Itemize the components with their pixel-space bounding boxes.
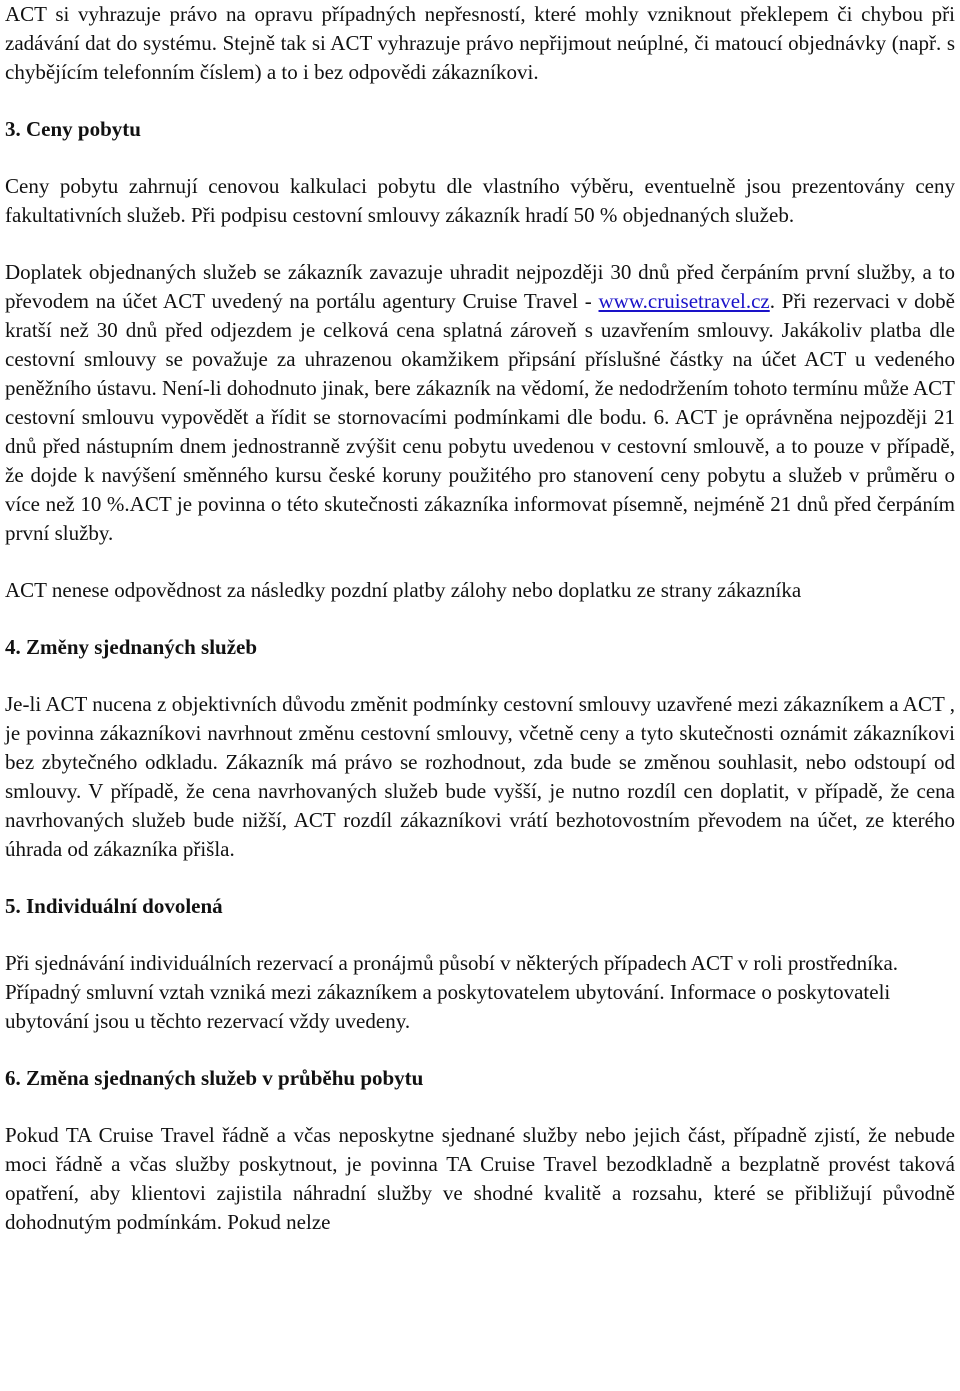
spacer: [5, 548, 955, 576]
section-5-paragraph-1: Při sjednávání individuálních rezervací a pronájmů působí v některých případech ACT v roli prostředníka. Případný smluvní vztah vzniká mezi zákazníkem a poskytovatelem ubytování. Informace o poskytovateli ubytování jsou u těchto rezervací vždy uvedeny.: [5, 951, 899, 1033]
section-3-paragraph-1: Ceny pobytu zahrnují cenovou kalkulaci pobytu dle vlastního výběru, eventuelně jsou prezentovány ceny fakultativních služeb. Při podpisu cestovní smlouvy zákazník hradí 50 % objednaných služeb.: [5, 174, 955, 227]
section-3-paragraph-2: [5, 258, 955, 548]
spacer: [5, 864, 955, 892]
spacer: [5, 605, 955, 633]
section-3-heading: 3. Ceny pobytu: [5, 117, 141, 141]
section-4-heading: 4. Změny sjednaných služeb: [5, 635, 258, 659]
section-4-paragraph-1: Je-li ACT nucena z objektivních důvodu změnit podmínky cestovní smlouvy uzavřené mezi zákazníkem a ACT , je povinna zákazníkovi navrhnout změnu cestovní smlouvy, včetně ceny a tyto skutečnosti oznámit zákazníkovi bez zbytečného odkladu. Zákazník má právo se rozhodnout, zda bude se změnou souhlasit, nebo odstoupí od smlouvy. V případě, že cena navrhovaných služeb bude vyšší, je nutno rozdíl cen doplatit, v případě, že cena navrhovaných služeb bude nižší, ACT rozdíl zákazníkovi vrátí bezhotovostním převodem na účet, ze kterého úhrada od zákazníka přišla.: [5, 692, 955, 861]
section-6-paragraph-1: Pokud TA Cruise Travel řádně a včas neposkytne sjednané služby nebo jejich část, případně zjistí, že nebude moci řádně a včas služby poskytnout, je povinna TA Cruise Travel bezodkladně a bezplatně provést taková opatření, aby klientovi zajistila náhradní služby ve shodné kvalitě a rozsahu, které se přibližují původně dohodnutým podmínkám. Pokud nelze: [5, 1123, 955, 1234]
spacer: [5, 1036, 955, 1064]
intro-paragraph: ACT si vyhrazuje právo na opravu případných nepřesností, které mohly vzniknout překlepem či chybou při zadávání dat do systému. Stejně tak si ACT vyhrazuje právo nepřijmout neúplné, či matoucí objednávky (např. s chybějícím telefonním číslem) a to i bez odpovědi zákazníkovi.: [5, 2, 955, 84]
spacer: [5, 144, 955, 172]
section-3-paragraph-2-part-2: . Při rezervaci v době kratší než 30 dnů před odjezdem je celková cena splatná zároveň s uzavřením smlouvy. Jakákoliv platba dle cestovní smlouvy se považuje za uhrazenou okamžikem připsání příslušné částky na účet ACT u vedeného peněžního ústavu. Není-li dohodnuto jinak, bere zákazník na vědomí, že nedodržením tohoto termínu může ACT cestovní smlouvu vypovědět a řídit se stornovacími podmínkami dle bodu. 6. ACT je oprávněna nejpozději 21 dnů před nástupním dnem jednostranně zvýšit cenu pobytu uvedenou v cestovní smlouvě, a to pouze v případě, že dojde k navýšení směnného kursu české koruny použitého pro stanovení ceny pobytu a služeb v průměru o více než 10 %.ACT je povinna o této skutečnosti zákazníka informovat písemně, nejméně 21 dnů před čerpáním první služby.: [5, 289, 955, 545]
cruisetravel-link[interactable]: www.cruisetravel.cz: [598, 289, 770, 313]
section-3-paragraph-3: ACT nenese odpovědnost za následky pozdní platby zálohy nebo doplatku ze strany zákazníka: [5, 578, 802, 602]
document-page: [5, 0, 955, 1237]
spacer: [5, 662, 955, 690]
section-3-paragraph-2-part-1: Doplatek objednaných služeb se zákazník zavazuje uhradit nejpozději 30 dnů před čerpáním první služby, a to převodem na účet ACT uvedený na portálu agentury Cruise Travel -: [5, 260, 955, 313]
spacer: [5, 230, 955, 258]
section-5-heading: 5. Individuální dovolená: [5, 894, 223, 918]
spacer: [5, 1093, 955, 1121]
spacer: [5, 921, 955, 949]
spacer: [5, 87, 955, 115]
section-6-heading: 6. Změna sjednaných služeb v průběhu pobytu: [5, 1066, 424, 1090]
